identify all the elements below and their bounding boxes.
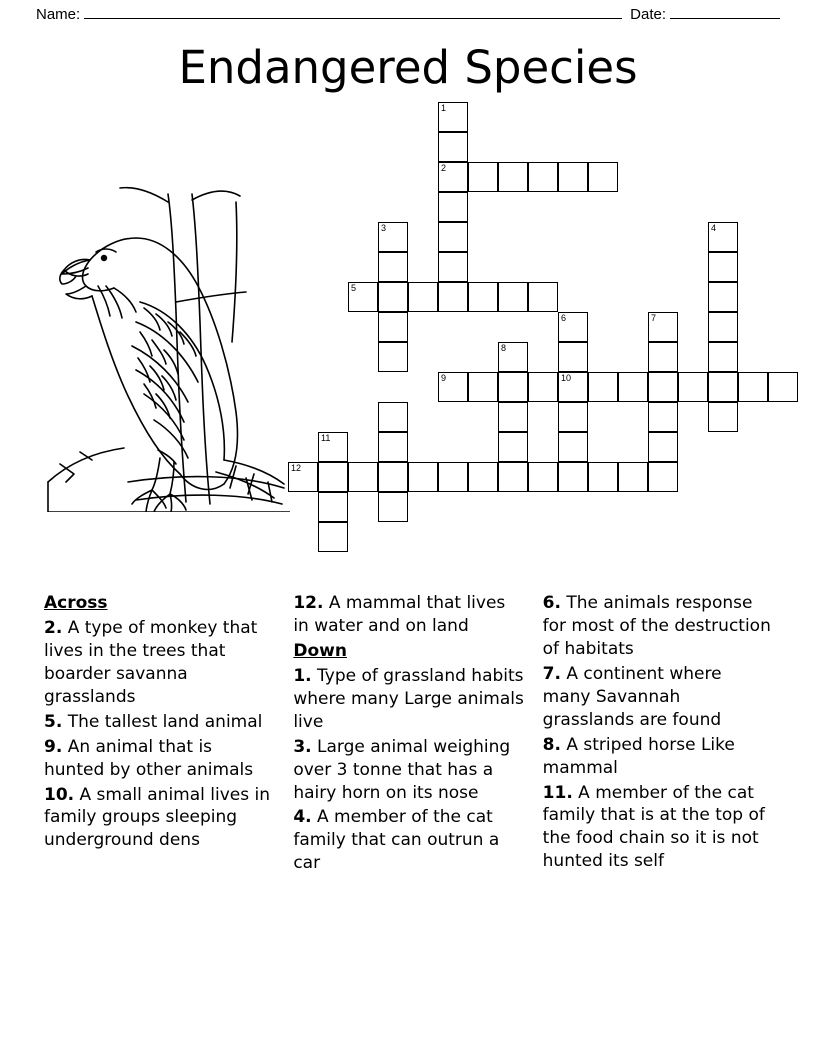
crossword-cell[interactable] [558,372,588,402]
name-write-line[interactable] [84,7,622,19]
crossword-cell[interactable] [318,462,348,492]
crossword-cell[interactable] [498,282,528,312]
clue-number: 5. [44,711,63,732]
cell-number: 8 [501,343,507,353]
cell-number: 7 [651,313,657,323]
clue-lists [44,592,774,877]
crossword-cell[interactable] [378,462,408,492]
cell-number: 6 [561,313,567,323]
crossword-cell[interactable] [768,372,798,402]
clue-number: 10. [44,784,75,805]
clue-text: A mammal that lives in water and on land [293,593,506,636]
clue-down-4 [293,806,524,875]
crossword-cell[interactable] [438,132,468,162]
name-label: Name: [36,6,81,23]
crossword-cell[interactable] [528,162,558,192]
crossword-cell[interactable] [558,162,588,192]
worksheet-header [0,0,816,23]
crossword-cell[interactable] [708,372,738,402]
crossword-cell[interactable] [408,282,438,312]
crossword-cell[interactable] [318,432,348,462]
clue-number: 9. [44,736,63,757]
clue-number: 12. [293,593,324,613]
clue-number: 2. [44,617,63,638]
clue-down-1 [293,665,524,734]
crossword-cell[interactable] [588,462,618,492]
cell-number: 9 [441,373,447,383]
clue-text: A striped horse Like mammal [542,734,735,778]
crossword-cell[interactable] [498,402,528,432]
crossword-cell[interactable] [528,462,558,492]
clue-text: The tallest land animal [62,711,263,732]
bald-eagle-icon [40,182,290,512]
clue-number: 3. [293,736,312,757]
clue-text: Large animal weighing over 3 tonne that has a hairy horn on its nose [293,736,511,803]
crossword-cell[interactable] [708,402,738,432]
worksheet-body [0,102,816,522]
crossword-cell[interactable] [498,372,528,402]
clue-across-10 [44,784,275,853]
crossword-cell[interactable] [648,372,678,402]
clue-down-11 [543,782,774,874]
crossword-cell[interactable] [498,342,528,372]
clue-number: 6. [542,593,561,613]
crossword-cell[interactable] [378,402,408,432]
crossword-cell[interactable] [438,372,468,402]
crossword-cell[interactable] [288,462,318,492]
clue-text: A member of the cat family that can outrun a car [293,807,500,874]
crossword-cell[interactable] [378,432,408,462]
crossword-cell[interactable] [438,222,468,252]
clue-number: 1. [293,665,312,686]
crossword-cell[interactable] [378,252,408,282]
crossword-cell[interactable] [378,282,408,312]
crossword-cell[interactable] [528,282,558,312]
date-write-line[interactable] [670,7,780,19]
crossword-cell[interactable] [708,312,738,342]
crossword-cell[interactable] [648,462,678,492]
clue-text: Type of grassland habits where many Large animals live [293,665,524,732]
cell-number: 10 [561,373,572,383]
crossword-cell[interactable] [648,432,678,462]
crossword-cell[interactable] [498,432,528,462]
clue-number: 7. [542,663,561,684]
cell-number: 2 [441,163,447,173]
across-heading: Across [44,593,108,613]
crossword-cell[interactable] [468,162,498,192]
crossword-cell[interactable] [378,342,408,372]
crossword-cell[interactable] [318,492,348,522]
crossword-cell[interactable] [468,462,498,492]
cell-number: 1 [441,103,447,113]
clue-number: 8. [542,734,561,755]
clue-down-7 [543,663,774,732]
crossword-cell[interactable] [558,432,588,462]
crossword-cell[interactable] [618,372,648,402]
crossword-cell[interactable] [558,402,588,432]
crossword-cell[interactable] [378,222,408,252]
crossword-cell[interactable] [378,312,408,342]
clue-column-2 [293,592,524,877]
clue-text: A continent where many Savannah grasslands are found [542,663,722,730]
crossword-cell[interactable] [708,222,738,252]
date-label: Date: [630,6,666,23]
crossword-cell[interactable] [588,372,618,402]
clue-down-3 [293,736,524,805]
crossword-cell[interactable] [438,162,468,192]
crossword-cell[interactable] [708,342,738,372]
crossword-cell[interactable] [438,252,468,282]
crossword-cell[interactable] [438,102,468,132]
crossword-cell[interactable] [468,282,498,312]
crossword-cell[interactable] [648,342,678,372]
crossword-cell[interactable] [738,372,768,402]
crossword-cell[interactable] [498,462,528,492]
cell-number: 4 [711,223,717,233]
clue-text: A type of monkey that lives in the trees that boarder savanna grasslands [44,617,258,707]
cell-number: 5 [351,283,357,293]
crossword-cell[interactable] [378,492,408,522]
clue-across-9 [44,736,275,782]
crossword-cell[interactable] [438,462,468,492]
crossword-cell[interactable] [558,342,588,372]
page-title: Endangered Species [178,41,638,94]
crossword-cell[interactable] [468,372,498,402]
crossword-cell[interactable] [408,462,438,492]
clue-text: A small animal lives in family groups sleeping underground dens [44,784,270,851]
crossword-cell[interactable] [588,162,618,192]
crossword-cell[interactable] [618,462,648,492]
crossword-cell[interactable] [498,162,528,192]
clue-column-3 [543,592,774,877]
cell-number: 11 [321,433,331,443]
crossword-cell[interactable] [318,522,348,552]
crossword-cell[interactable] [648,402,678,432]
crossword-cell[interactable] [648,312,678,342]
clue-text: A member of the cat family that is at the top of the food chain so it is not hunted its self [542,782,765,872]
clue-down-8 [543,734,774,780]
crossword-cell[interactable] [558,312,588,342]
cell-number: 3 [381,223,387,233]
crossword-cell[interactable] [708,282,738,312]
clue-down-6 [543,592,774,661]
crossword-cell[interactable] [438,282,468,312]
clue-column-1 [44,592,275,877]
clue-across-2 [44,617,275,709]
crossword-cell[interactable] [678,372,708,402]
cell-number: 12 [291,463,302,473]
crossword-cell[interactable] [528,372,558,402]
clue-number: 4. [293,807,312,828]
clue-text: An animal that is hunted by other animals [44,736,254,780]
crossword-cell[interactable] [348,282,378,312]
crossword-cell[interactable] [348,462,378,492]
down-heading: Down [293,640,347,661]
crossword-cell[interactable] [708,252,738,282]
clue-number: 11. [542,782,573,803]
crossword-grid[interactable] [288,102,788,522]
clue-across-5 [44,711,275,734]
clue-text: The animals response for most of the destruction of habitats [542,593,771,659]
clue-across-12 [293,592,524,638]
crossword-cell[interactable] [558,462,588,492]
crossword-cell[interactable] [438,192,468,222]
